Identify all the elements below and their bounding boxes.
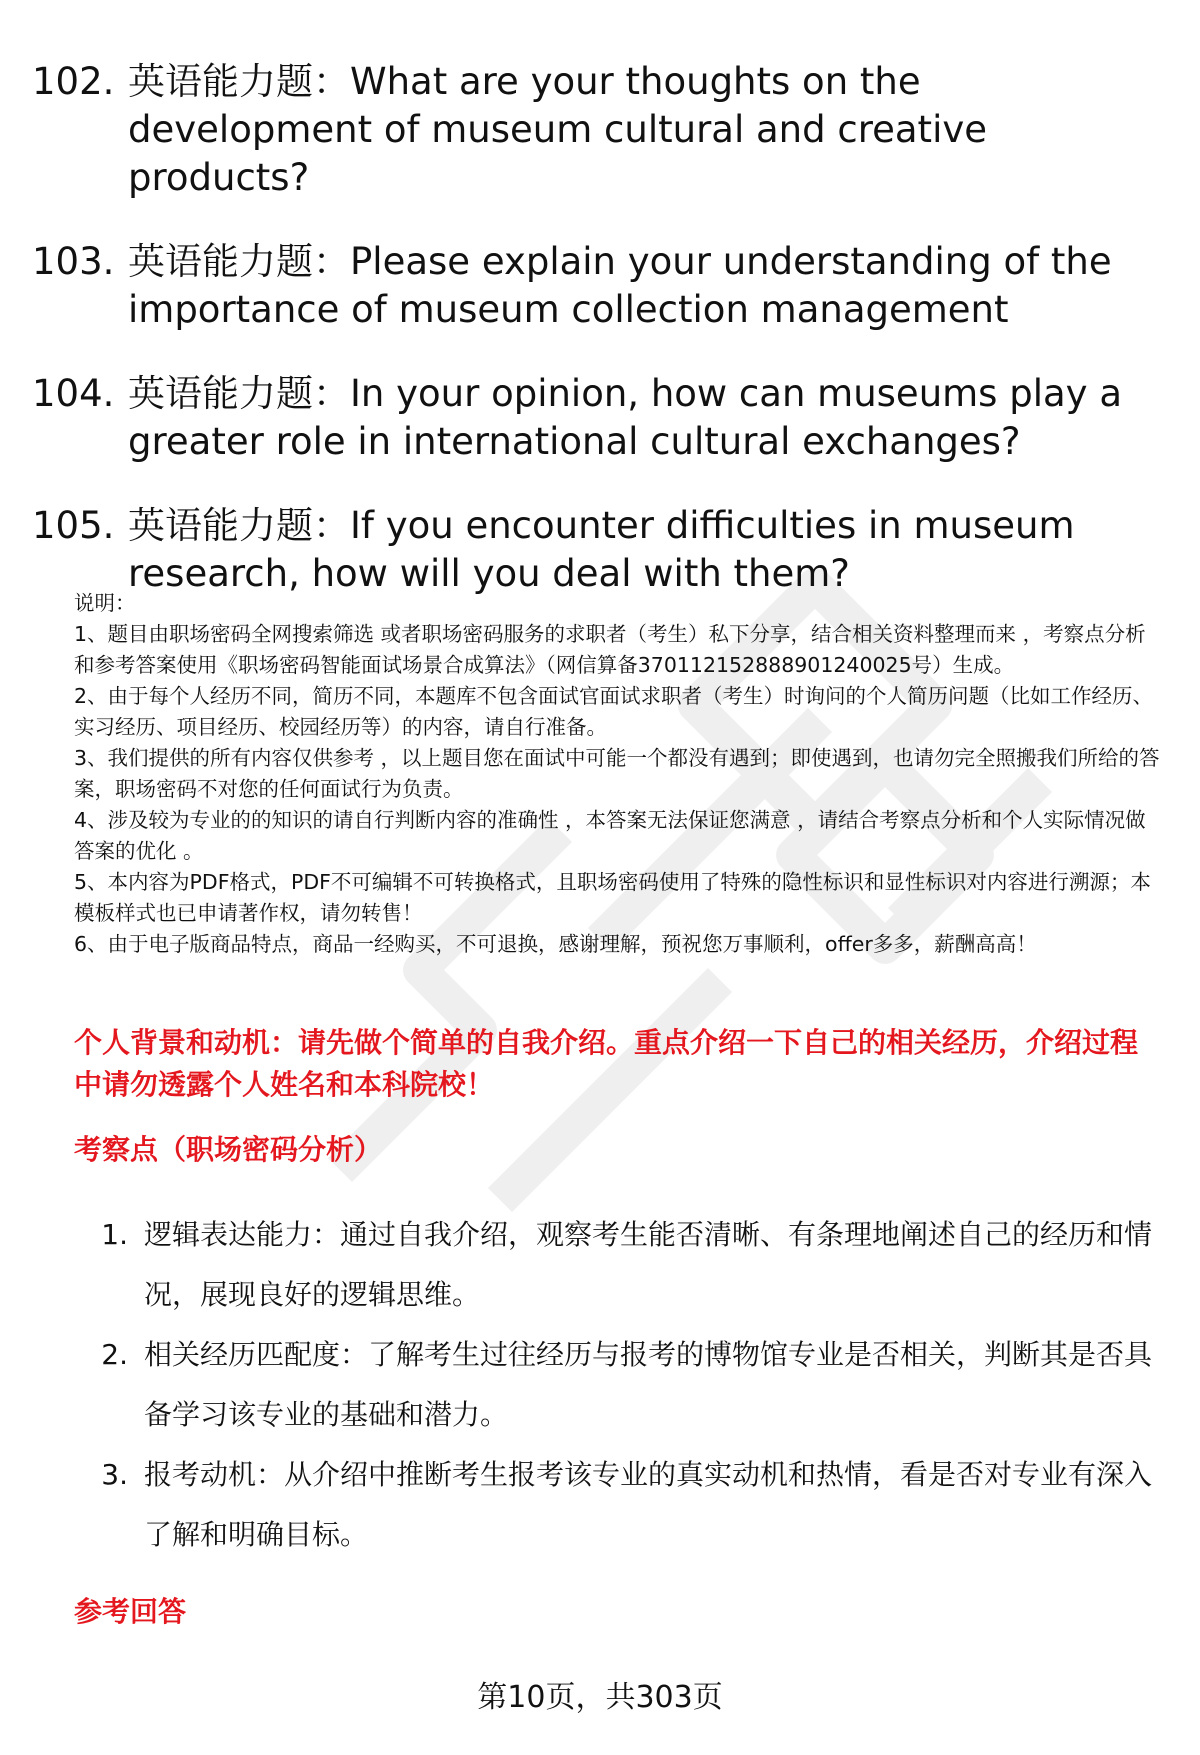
points-title: 考察点（职场密码分析） <box>74 1133 383 1166</box>
question-item <box>32 238 1172 334</box>
question-text: 英语能力题：If you encounter difficulties in museum research, how will you deal with them? <box>128 504 1075 595</box>
page-footer: 第10页，共303页 <box>477 1680 723 1715</box>
question-number: 103. <box>32 240 115 283</box>
notes-section <box>74 588 1164 960</box>
point-number: 3. <box>101 1458 128 1491</box>
point-text: 报考动机：从介绍中推断考生报考该专业的真实动机和热情，看是否对专业有深入了解和明确目标。 <box>144 1458 1153 1551</box>
notes-title: 说明： <box>74 591 136 615</box>
question-number: 104. <box>32 372 115 415</box>
answer-title: 参考回答 <box>74 1595 187 1628</box>
question-number: 105. <box>32 504 115 547</box>
note-item: 4、涉及较为专业的的知识的请自行判断内容的准确性 ，本答案无法保证您满意 ，请结合考察点分析和个人实际情况做答案的优化 。 <box>74 808 1146 863</box>
question-number: 102. <box>32 60 115 103</box>
question-text: 英语能力题：What are your thoughts on the development of museum cultural and creative products? <box>128 60 988 199</box>
point-item <box>74 1445 1154 1565</box>
question-text: 英语能力题：Please explain your understanding of the importance of museum collection management <box>128 240 1112 331</box>
note-item: 1、题目由职场密码全网搜索筛选 或者职场密码服务的求职者（考生）私下分享，结合相关资料整理而来 ，考察点分析和参考答案使用《职场密码智能面试场景合成算法》（网信算备370112152888901240025号）生成。 <box>74 622 1146 677</box>
note-item: 2、由于每个人经历不同，简历不同，本题库不包含面试官面试求职者（考生）时询问的个人简历问题（比如工作经历、实习经历、项目经历、校园经历等）的内容，请自行准备。 <box>74 684 1154 739</box>
question-text: 英语能力题：In your opinion, how can museums play a greater role in international cultural exchanges? <box>128 372 1122 463</box>
question-item <box>32 502 1172 598</box>
point-item <box>74 1325 1154 1445</box>
point-text: 逻辑表达能力：通过自我介绍，观察考生能否清晰、有条理地阐述自己的经历和情况，展现良好的逻辑思维。 <box>144 1218 1153 1311</box>
point-number: 2. <box>101 1338 128 1371</box>
question-list <box>32 58 1172 634</box>
point-number: 1. <box>101 1218 128 1251</box>
note-item: 5、本内容为PDF格式，PDF不可编辑不可转换格式，且职场密码使用了特殊的隐性标识和显性标识对内容进行溯源；本模板样式也已申请著作权，请勿转售！ <box>74 870 1151 925</box>
section-title: 个人背景和动机：请先做个简单的自我介绍。重点介绍一下自己的相关经历，介绍过程中请勿透露个人姓名和本科院校！ <box>74 1026 1139 1101</box>
note-item: 3、我们提供的所有内容仅供参考 ，以上题目您在面试中可能一个都没有遇到；即使遇到，也请勿完全照搬我们所给的答案，职场密码不对您的任何面试行为负责。 <box>74 746 1160 801</box>
points-list <box>74 1205 1154 1565</box>
note-item: 6、由于电子版商品特点，商品一经购买，不可退换，感谢理解，预祝您万事顺利，offer多多，薪酬高高！ <box>74 932 1037 956</box>
question-item <box>32 370 1172 466</box>
point-text: 相关经历匹配度：了解考生过往经历与报考的博物馆专业是否相关，判断其是否具备学习该专业的基础和潜力。 <box>144 1338 1153 1431</box>
point-item <box>74 1205 1154 1325</box>
question-item <box>32 58 1172 202</box>
